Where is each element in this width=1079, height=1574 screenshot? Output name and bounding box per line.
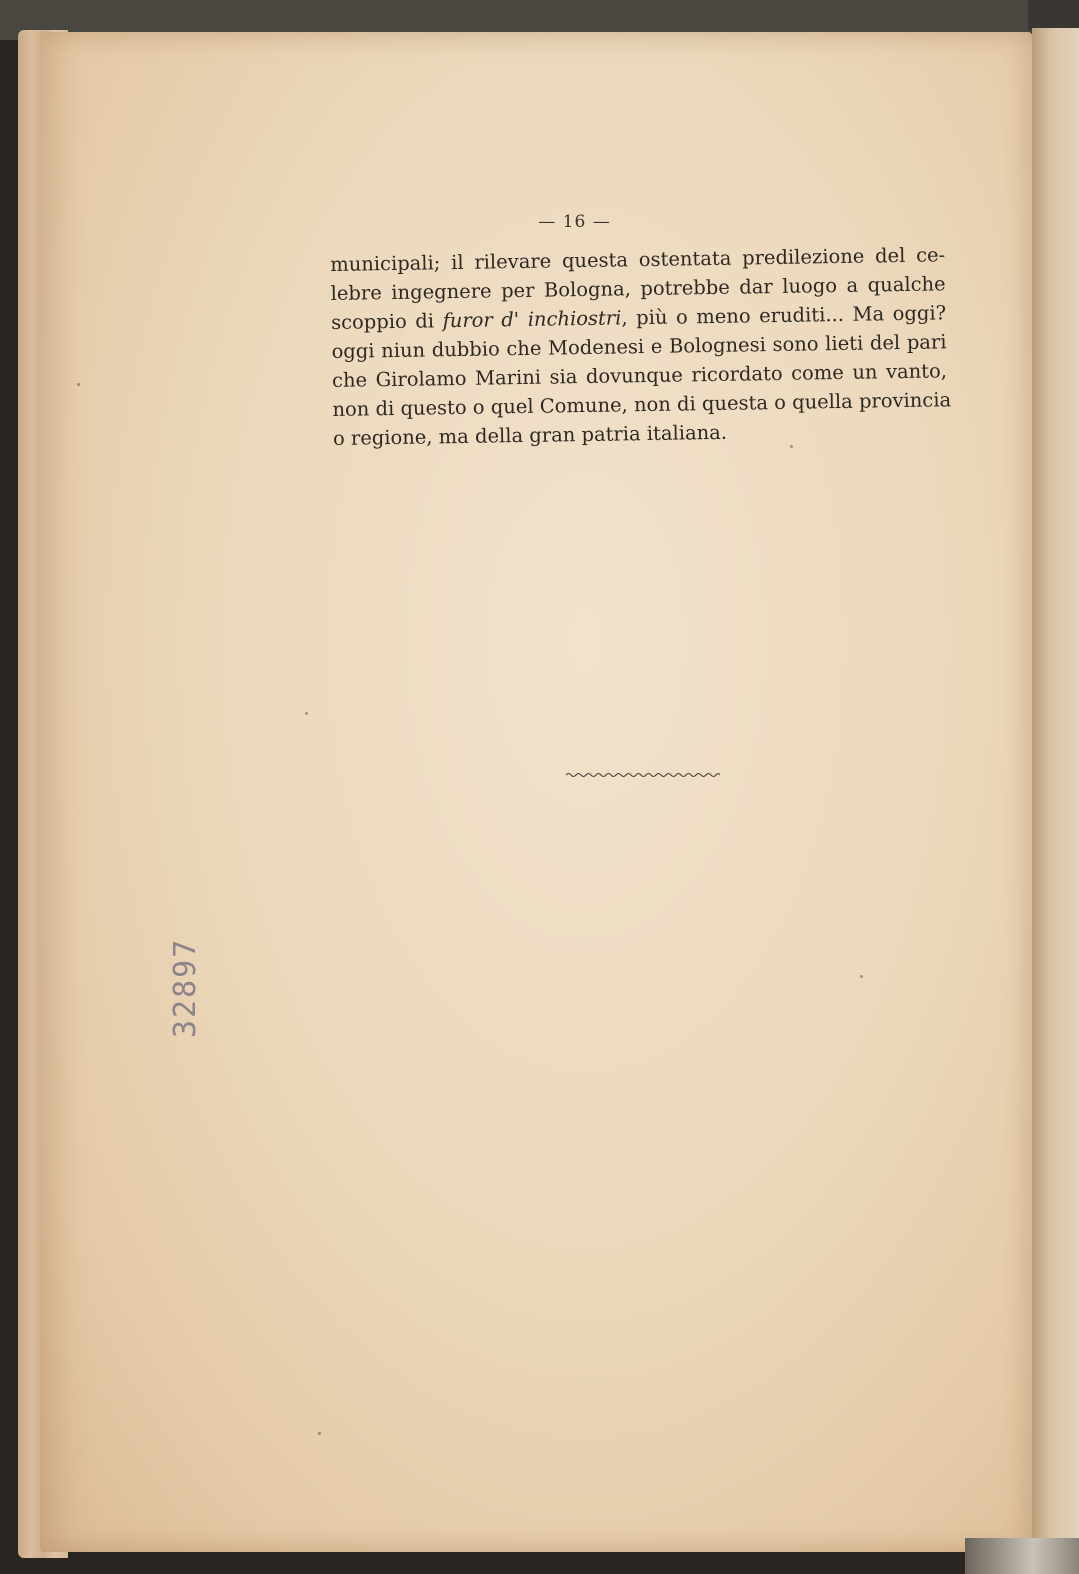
text-line: municipali; il rilevare questa ostentata predilezione del ce- xyxy=(330,243,946,276)
next-page-strip xyxy=(1032,28,1079,1538)
wavy-ornament-rule xyxy=(566,770,720,780)
page-corner-clip xyxy=(965,1538,1079,1574)
page-number: — 16 — xyxy=(538,212,611,232)
library-stamp xyxy=(168,908,238,1038)
body-paragraph xyxy=(330,240,952,453)
paper-speck xyxy=(860,975,863,978)
paper-speck xyxy=(318,1432,321,1435)
paper-speck xyxy=(305,712,308,715)
paper-speck xyxy=(77,383,80,386)
text-line: o regione, ma della gran patria italiana. xyxy=(332,420,728,450)
book-cover-edge xyxy=(1028,0,1079,30)
text-line: che Girolamo Marini sia dovunque ricordato come un vanto, xyxy=(331,359,948,392)
running-header xyxy=(0,212,1079,232)
text-line: oggi niun dubbio che Modenesi e Bolognesi sono lieti del pari xyxy=(331,330,947,363)
text-segment: , più o meno eruditi... Ma oggi? xyxy=(621,301,947,330)
text-segment: scoppio di xyxy=(330,309,443,334)
stamp-number: 32897 xyxy=(168,937,203,1038)
italic-phrase: furor d' inchiostri xyxy=(442,306,622,333)
text-line: lebre ingegnere per Bologna, potrebbe dar luogo a qualche xyxy=(330,272,946,305)
paper-speck xyxy=(790,445,793,448)
text-line: non di questo o quel Comune, non di questa o quella provincia xyxy=(332,388,952,421)
